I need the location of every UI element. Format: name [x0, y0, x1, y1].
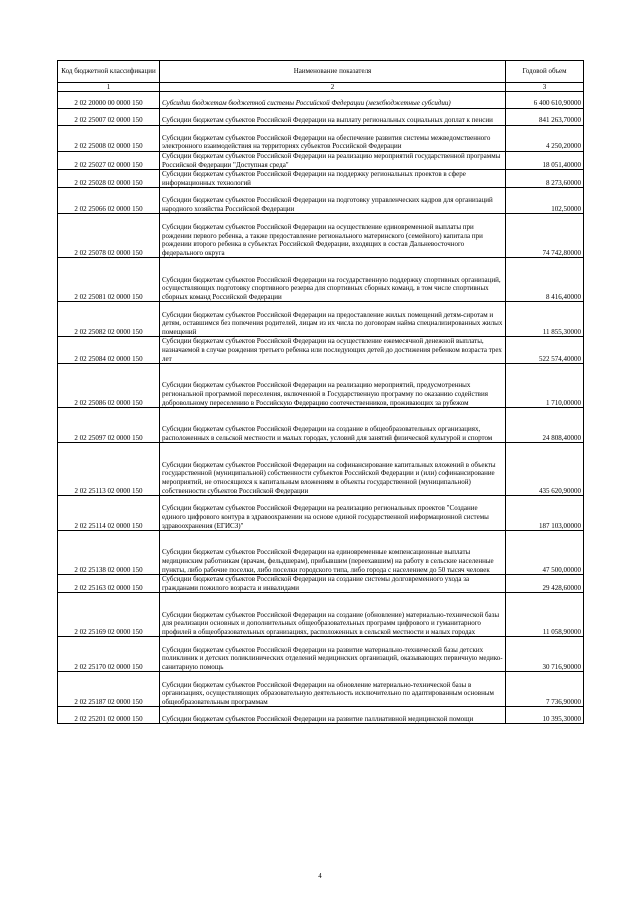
header-code: Код бюджетной классификации	[58, 61, 160, 83]
row-value: 102,50000	[506, 188, 584, 214]
row-value: 8 416,40000	[506, 258, 584, 302]
header-name: Наименование показателя	[160, 61, 506, 83]
row-code: 2 02 25081 02 0000 150	[58, 258, 160, 302]
row-name: Субсидии бюджетам субъектов Российской Федерации на реализацию мероприятий, предусмотренных региональной программой переселения, включенной в Государственную программу по оказанию содействия добровольному переселению в Российскую Федерацию соотечественников, проживающих за рубежом	[160, 364, 506, 408]
row-code: 2 02 25163 02 0000 150	[58, 575, 160, 593]
row-value: 74 742,80000	[506, 214, 584, 258]
row-code: 2 02 25084 02 0000 150	[58, 337, 160, 364]
row-code: 2 02 25028 02 0000 150	[58, 170, 160, 188]
header-value: Годовой объем	[506, 61, 584, 83]
budget-table	[57, 60, 584, 724]
row-code: 2 02 25027 02 0000 150	[58, 152, 160, 170]
row-code: 2 02 25097 02 0000 150	[58, 408, 160, 443]
row-name: Субсидии бюджетам субъектов Российской Федерации на создание системы долговременного ухода за гражданами пожилого возраста и инвалидами	[160, 575, 506, 593]
table-row	[58, 672, 584, 707]
row-value: 187 103,00000	[506, 496, 584, 531]
row-name: Субсидии бюджетам субъектов Российской Федерации на поддержку региональных проектов в сфере информационных технологий	[160, 170, 506, 188]
table-row	[58, 214, 584, 258]
table-row	[58, 637, 584, 672]
row-name: Субсидии бюджетам субъектов Российской Федерации на развитие материально-технической базы детских поликлиник и детских поликлинических отделений медицинских организаций, оказывающих первичную медико-санитарную помощь	[160, 637, 506, 672]
table-row	[58, 364, 584, 408]
column-index: 1	[58, 83, 160, 92]
row-name: Субсидии бюджетам субъектов Российской Федерации на обеспечение развития системы межведомственного электронного взаимодействия на территориях субъектов Российской Федерации	[160, 126, 506, 152]
row-code: 2 02 25169 02 0000 150	[58, 593, 160, 637]
row-code: 2 02 25007 02 0000 150	[58, 109, 160, 126]
table-row	[58, 443, 584, 496]
row-name: Субсидии бюджетам субъектов Российской Федерации на реализацию региональных проектов "Создание единого цифрового контура в здравоохранении на основе единой государственной информационной системы здравоохранения (ЕГИСЗ)"	[160, 496, 506, 531]
row-value: 11 058,90000	[506, 593, 584, 637]
row-value: 522 574,40000	[506, 337, 584, 364]
row-value: 18 051,40000	[506, 152, 584, 170]
table-row	[58, 92, 584, 109]
row-name: Субсидии бюджетам субъектов Российской Федерации на софинансирование капитальных вложений в объекты государственной (муниципальной) собственности субъектов Российской Федерации и (или) софинансирование мероприятий, не относящихся к капитальным вложениям в объекты государственной (муниципальной) собственности субъектов Российской Федерации	[160, 443, 506, 496]
column-index-row	[58, 83, 584, 92]
row-name: Субсидии бюджетам субъектов Российской Федерации на развитие паллиативной медицинской помощи	[160, 707, 506, 724]
table-row	[58, 496, 584, 531]
row-code: 2 02 25086 02 0000 150	[58, 364, 160, 408]
row-code: 2 02 25114 02 0000 150	[58, 496, 160, 531]
row-name: Субсидии бюджетам субъектов Российской Федерации на подготовку управленческих кадров для организаций народного хозяйства Российской Федерации	[160, 188, 506, 214]
row-value: 10 395,30000	[506, 707, 584, 724]
row-value: 7 736,90000	[506, 672, 584, 707]
table-row	[58, 126, 584, 152]
table-header-row	[58, 61, 584, 83]
row-value: 24 808,40000	[506, 408, 584, 443]
row-code: 2 02 25082 02 0000 150	[58, 302, 160, 337]
table-row	[58, 170, 584, 188]
row-value: 435 620,90000	[506, 443, 584, 496]
row-name: Субсидии бюджетам субъектов Российской Федерации на выплату региональных социальных доплат к пенсии	[160, 109, 506, 126]
table-row	[58, 707, 584, 724]
row-code: 2 02 25138 02 0000 150	[58, 531, 160, 575]
row-name: Субсидии бюджетам субъектов Российской Федерации на осуществление единовременной выплаты при рождении первого ребенка, а также предоставление регионального материнского (семейного) капитала при рождении второго ребенка в субъектах Российской Федерации, входящих в состав Дальневосточного федерального округа	[160, 214, 506, 258]
table-row	[58, 337, 584, 364]
row-value: 841 263,70000	[506, 109, 584, 126]
row-code: 2 02 20000 00 0000 150	[58, 92, 160, 109]
table-row	[58, 109, 584, 126]
row-name: Субсидии бюджетам субъектов Российской Федерации на реализацию мероприятий государственной программы Российской Федерации "Доступная среда"	[160, 152, 506, 170]
table-row	[58, 258, 584, 302]
row-name: Субсидии бюджетам субъектов Российской Федерации на осуществление ежемесячной денежной выплаты, назначаемой в случае рождения третьего ребенка или последующих детей до достижения ребенком возраста трех лет	[160, 337, 506, 364]
row-code: 2 02 25170 02 0000 150	[58, 637, 160, 672]
row-value: 1 710,00000	[506, 364, 584, 408]
row-name: Субсидии бюджетам субъектов Российской Федерации на создание в общеобразовательных организациях, расположенных в сельской местности и малых городах, условий для занятий физической культурой и спортом	[160, 408, 506, 443]
row-value: 4 250,20000	[506, 126, 584, 152]
page-number: 4	[318, 872, 322, 880]
table-row	[58, 593, 584, 637]
row-code: 2 02 25066 02 0000 150	[58, 188, 160, 214]
row-code: 2 02 25113 02 0000 150	[58, 443, 160, 496]
row-code: 2 02 25008 02 0000 150	[58, 126, 160, 152]
row-code: 2 02 25187 02 0000 150	[58, 672, 160, 707]
row-value: 30 716,90000	[506, 637, 584, 672]
row-value: 29 428,60000	[506, 575, 584, 593]
row-name: Субсидии бюджетам бюджетной системы Российской Федерации (межбюджетные субсидии)	[160, 92, 506, 109]
row-name: Субсидии бюджетам субъектов Российской Федерации на единовременные компенсационные выплаты медицинским работникам (врачам, фельдшерам), прибывшим (переехавшим) на работу в сельские населенные пункты, либо рабочие поселки, либо поселки городского типа, либо города с населением до 50 тысяч человек	[160, 531, 506, 575]
row-value: 47 500,00000	[506, 531, 584, 575]
row-name: Субсидии бюджетам субъектов Российской Федерации на создание (обновление) материально-технической базы для реализации основных и дополнительных общеобразовательных программ цифрового и гуманитарного профилей в общеобразовательных организациях, расположенных в сельской местности и малых городах	[160, 593, 506, 637]
row-name: Субсидии бюджетам субъектов Российской Федерации на предоставление жилых помещений детям-сиротам и детям, оставшимся без попечения родителей, лицам из их числа по договорам найма специализированных жилых помещений	[160, 302, 506, 337]
row-value: 11 855,30000	[506, 302, 584, 337]
column-index: 2	[160, 83, 506, 92]
table-row	[58, 302, 584, 337]
row-name: Субсидии бюджетам субъектов Российской Федерации на обновление материально-технической базы в организациях, осуществляющих образовательную деятельность исключительно по адаптированным основным общеобразовательным программам	[160, 672, 506, 707]
row-value: 8 273,60000	[506, 170, 584, 188]
table-row	[58, 152, 584, 170]
row-value: 6 400 610,90000	[506, 92, 584, 109]
row-name: Субсидии бюджетам субъектов Российской Федерации на государственную поддержку спортивных организаций, осуществляющих подготовку спортивного резерва для спортивных сборных команд, в том числе спортивных сборных команд Российской Федерации	[160, 258, 506, 302]
table-row	[58, 575, 584, 593]
column-index: 3	[506, 83, 584, 92]
table-row	[58, 531, 584, 575]
table-row	[58, 408, 584, 443]
row-code: 2 02 25201 02 0000 150	[58, 707, 160, 724]
row-code: 2 02 25078 02 0000 150	[58, 214, 160, 258]
table-row	[58, 188, 584, 214]
